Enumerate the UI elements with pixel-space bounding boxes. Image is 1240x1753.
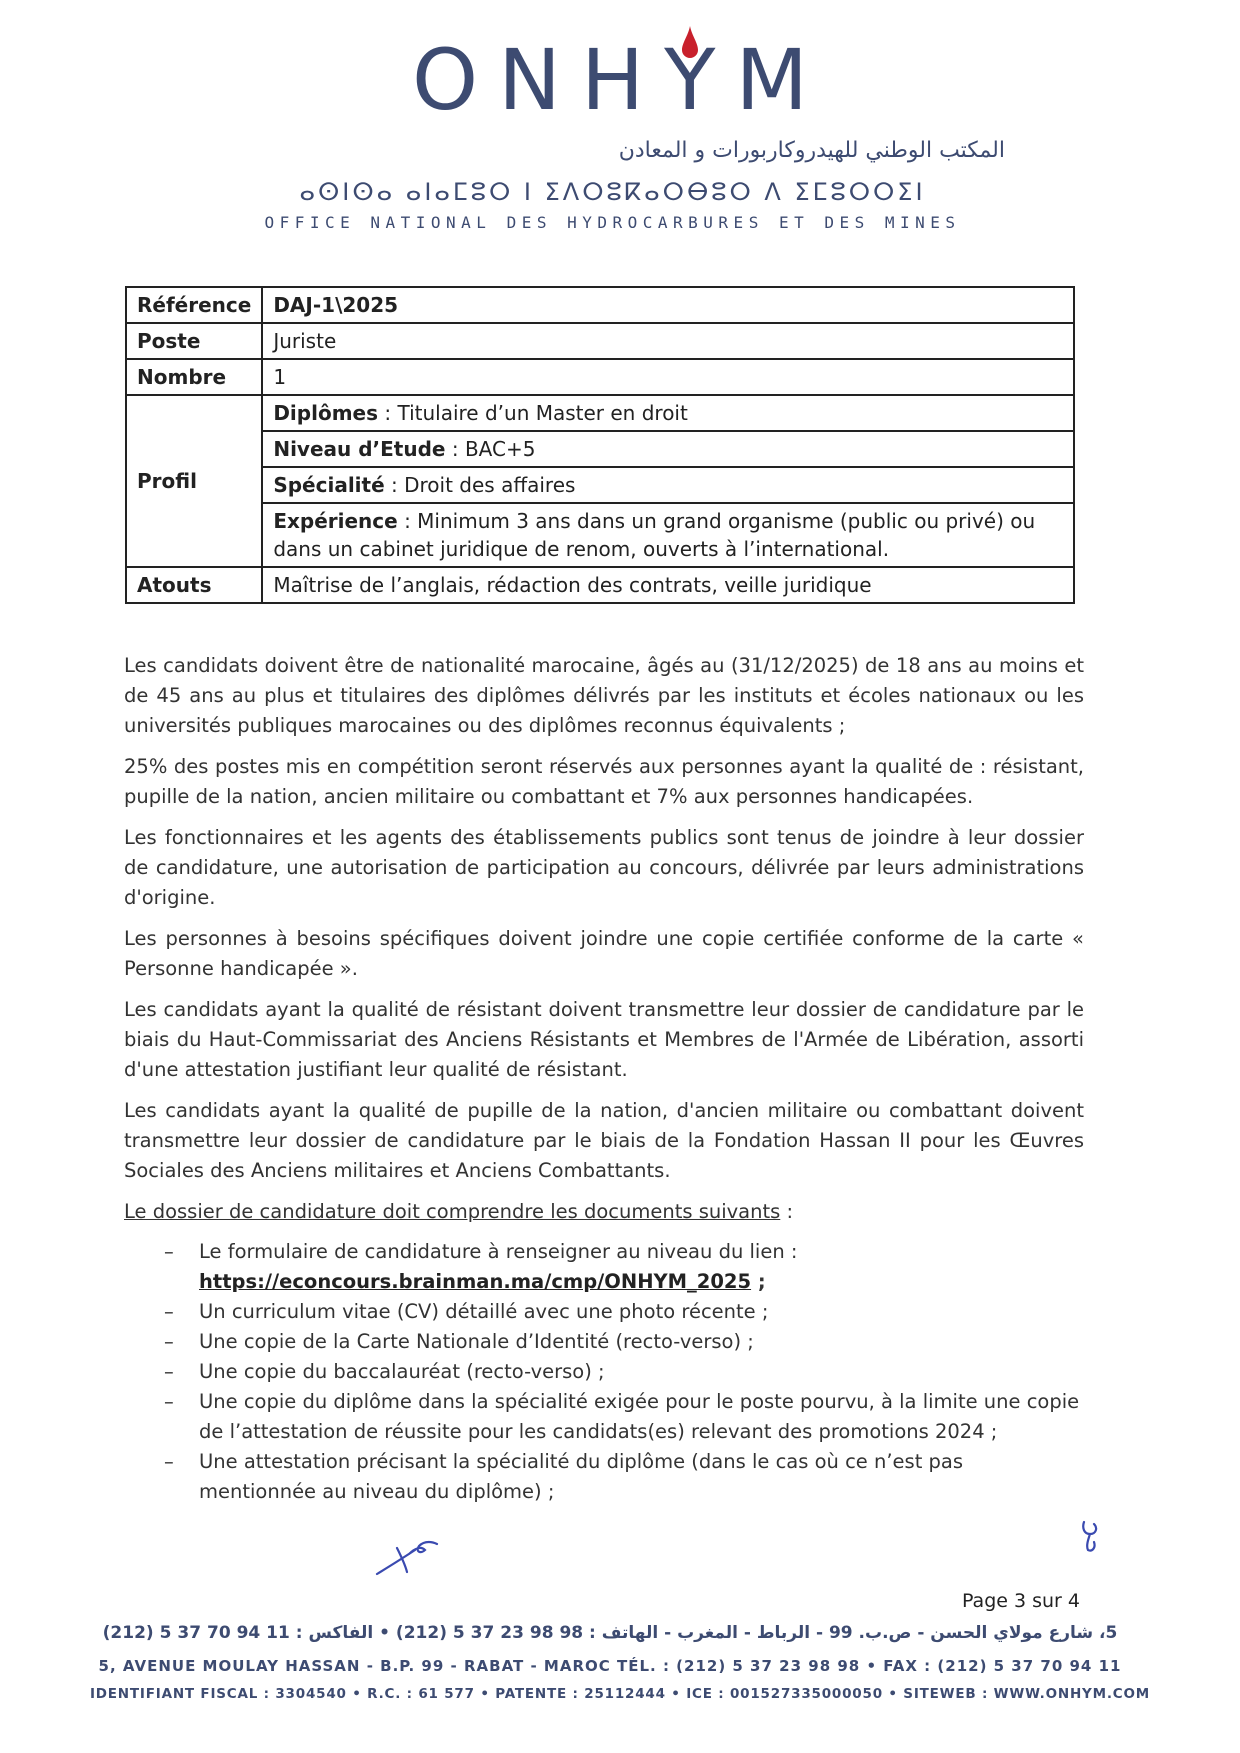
poste-label: Poste xyxy=(126,323,262,359)
application-form-link[interactable]: https://econcours.brainman.ma/cmp/ONHYM_2025 xyxy=(199,1270,752,1293)
doc2-text: Un curriculum vitae (CV) détaillé avec une photo récente ; xyxy=(199,1300,769,1323)
letterhead xyxy=(0,0,1240,240)
onhym-logo: ONHYM xyxy=(412,31,828,129)
doc1-text: Le formulaire de candidature à renseigner au niveau du lien : xyxy=(199,1240,798,1263)
paragraph-special-needs: Les personnes à besoins spécifiques doivent joindre une copie certifiée conforme de la carte « Personne handicapée ». xyxy=(124,927,1084,980)
list-item xyxy=(164,1297,1084,1327)
diplomes-label: Diplômes xyxy=(273,401,379,425)
french-office-name: OFFICE NATIONAL DES HYDROCARBURES ET DES MINES xyxy=(264,213,961,232)
table-row-poste xyxy=(126,323,1074,359)
bullet-dash: – xyxy=(164,1450,174,1473)
doc5-text: Une copie du diplôme dans la spécialité exigée pour le poste pourvu, à la limite une copie de l’attestation de réussite pour les candidats(es) relevant des promotions 2024 ; xyxy=(199,1390,1080,1443)
diplomes-cell xyxy=(262,395,1074,431)
footer-arabic-address: 5، شارع مولاي الحسن - ص.ب. 99 - الرباط - المغرب - الهاتف : 98 98 23 37 5 (212) • الفاكس : 11 94 70 37 5 (212) xyxy=(102,1623,1118,1643)
paragraph-reserved-posts: 25% des postes mis en compétition seront réservés aux personnes ayant la qualité de : résistant, pupille de la nation, ancien militaire ou combattant et 7% aux personnes handicapées. xyxy=(124,755,1084,808)
poste-value: Juriste xyxy=(262,323,1074,359)
documents-heading-text: Le dossier de candidature doit comprendre les documents suivants xyxy=(124,1200,781,1223)
atouts-value: Maîtrise de l’anglais, rédaction des contrats, veille juridique xyxy=(262,567,1074,603)
table-row-diplomes xyxy=(126,395,1074,431)
paragraph-civil-servants: Les fonctionnaires et les agents des établissements publics sont tenus de joindre à leur dossier de candidature, une autorisation de participation au concours, délivrée par leurs administrations d'origine. xyxy=(124,826,1084,909)
tifinagh-office-name: ⴰⵙⵏⵙⴰ ⴰⵏⴰⵎⵓⵔ ⵏ ⵉⴷⵔⵓⴽⴰⵔⴱⵓⵔ ⴷ ⵉⵎⵓⵔⵔⵉⵏ xyxy=(299,178,926,206)
page-number: Page 3 sur 4 xyxy=(961,1590,1080,1612)
reference-label: Référence xyxy=(126,287,262,323)
table-row-niveau xyxy=(126,431,1074,467)
doc6-text: Une attestation précisant la spécialité du diplôme (dans le cas où ce n’est pas mentionnée au niveau du diplôme) ; xyxy=(199,1450,964,1503)
table-row-specialite xyxy=(126,467,1074,503)
profil-label: Profil xyxy=(126,395,262,567)
experience-label: Expérience xyxy=(273,509,398,533)
doc3-text: Une copie de la Carte Nationale d’Identité (recto-verso) ; xyxy=(199,1330,754,1353)
nombre-label: Nombre xyxy=(126,359,262,395)
niveau-label: Niveau d’Etude xyxy=(273,437,446,461)
diplomes-value: : Titulaire d’un Master en droit xyxy=(378,401,688,425)
paragraph-eligibility: Les candidats doivent être de nationalité marocaine, âgés au (31/12/2025) de 18 ans au moins et de 45 ans au plus et titulaires des diplômes délivrés par les instituts et écoles nationaux ou les universités publiques marocaines ou des diplômes reconnus équivalents ; xyxy=(124,654,1084,737)
list-item xyxy=(164,1447,1084,1507)
bullet-dash: – xyxy=(164,1240,174,1263)
bullet-dash: – xyxy=(164,1360,174,1383)
reference-value: DAJ-1\2025 xyxy=(262,287,1074,323)
job-info-table xyxy=(125,286,1075,604)
list-item xyxy=(164,1327,1084,1357)
experience-cell xyxy=(262,503,1074,567)
niveau-cell xyxy=(262,431,1074,467)
bullet-dash: – xyxy=(164,1390,174,1413)
documents-heading xyxy=(124,1197,1084,1227)
documents-list xyxy=(124,1237,1084,1507)
niveau-value: : BAC+5 xyxy=(445,437,536,461)
paragraph-resistants: Les candidats ayant la qualité de résistant doivent transmettre leur dossier de candidature par le biais du Haut-Commissariat des Anciens Résistants et Membres de l'Armée de Libération, assorti d'une attestation justifiant leur qualité de résistant. xyxy=(124,998,1084,1081)
paraph-signature-icon xyxy=(1078,1518,1108,1554)
list-item xyxy=(164,1237,1084,1297)
specialite-label: Spécialité xyxy=(273,473,385,497)
footer-identifiers: IDENTIFIANT FISCAL : 3304540 • R.C. : 61 577 • PATENTE : 25112444 • ICE : 001527335000050 • SITEWEB : WWW.ONHYM.COM xyxy=(89,1686,1151,1702)
doc4-text: Une copie du baccalauréat (recto-verso) ; xyxy=(199,1360,605,1383)
table-row-atouts xyxy=(126,567,1074,603)
list-item xyxy=(164,1387,1084,1447)
table-row-experience xyxy=(126,503,1074,567)
announcement-body xyxy=(124,651,1084,1507)
table-row-reference xyxy=(126,287,1074,323)
atouts-label: Atouts xyxy=(126,567,262,603)
specialite-value: : Droit des affaires xyxy=(384,473,576,497)
experience-value: : Minimum 3 ans dans un grand organisme (public ou privé) ou dans un cabinet juridique de renom, ouverts à l’international. xyxy=(273,509,1036,561)
arabic-office-name: المكتب الوطني للهيدروكاربورات و المعادن xyxy=(618,138,1005,163)
nombre-value: 1 xyxy=(262,359,1074,395)
table-row-nombre xyxy=(126,359,1074,395)
bullet-dash: – xyxy=(164,1300,174,1323)
initials-signature-icon xyxy=(375,1538,445,1578)
documents-heading-suffix: : xyxy=(780,1200,794,1223)
list-item xyxy=(164,1357,1084,1387)
paragraph-pupils: Les candidats ayant la qualité de pupille de la nation, d'ancien militaire ou combattant doivent transmettre leur dossier de candidature par le biais de la Fondation Hassan II pour les Œuvres Sociales des Anciens militaires et Anciens Combattants. xyxy=(124,1099,1084,1182)
footer-address: 5, AVENUE MOULAY HASSAN - B.P. 99 - RABAT - MAROC TÉL. : (212) 5 37 23 98 98 • FAX : (212) 5 37 70 94 11 xyxy=(98,1657,1122,1675)
specialite-cell xyxy=(262,467,1074,503)
doc1-suffix: ; xyxy=(751,1270,766,1293)
bullet-dash: – xyxy=(164,1330,174,1353)
